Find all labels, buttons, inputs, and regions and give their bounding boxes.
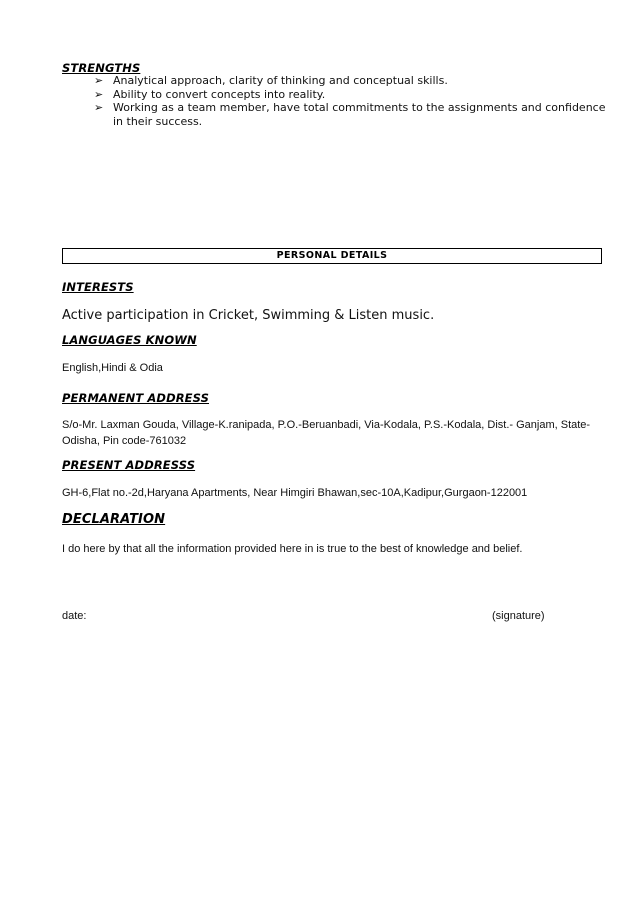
strength-text: Working as a team member, have total commitments to the assignments and confidence in their success.	[113, 101, 606, 128]
permanent-address-line1: S/o-Mr. Laxman Gouda, Village-K.ranipada, P.O.-Beruanbadi, Via-Kodala, P.S.-Kodala, Dist.- Ganjam, State-	[62, 419, 591, 431]
arrow-bullet-icon: ➢	[94, 101, 104, 114]
list-item	[94, 88, 614, 102]
permanent-address-heading: PERMANENT ADDRESS	[62, 391, 209, 405]
strengths-heading: STRENGTHS	[62, 61, 141, 75]
present-address-heading: PRESENT ADDRESSS	[62, 458, 196, 472]
strength-text: Ability to convert concepts into reality.	[113, 87, 326, 101]
declaration-heading: DECLARATION	[62, 512, 166, 527]
arrow-bullet-icon: ➢	[94, 74, 104, 87]
present-address-text: GH-6,Flat no.-2d,Haryana Apartments, Near Himgiri Bhawan,sec-10A,Kadipur,Gurgaon-122001	[62, 487, 528, 499]
languages-heading: LANGUAGES KNOWN	[62, 333, 197, 347]
permanent-address-line2: Odisha, Pin code-761032	[62, 435, 187, 447]
interests-heading: INTERESTS	[62, 280, 134, 294]
languages-text: English,Hindi & Odia	[62, 362, 163, 374]
interests-text: Active participation in Cricket, Swimming & Listen music.	[62, 308, 435, 323]
date-label: date:	[62, 610, 87, 622]
list-item	[94, 74, 614, 88]
strength-text: Analytical approach, clarity of thinking and conceptual skills.	[113, 74, 448, 87]
strengths-list	[94, 74, 614, 128]
list-item	[94, 101, 614, 128]
signature-label: (signature)	[492, 610, 545, 622]
arrow-bullet-icon: ➢	[94, 87, 104, 101]
personal-details-banner: PERSONAL DETAILS	[62, 248, 602, 264]
declaration-text: I do here by that all the information provided here in is true to the best of knowledge and belief.	[62, 543, 523, 555]
